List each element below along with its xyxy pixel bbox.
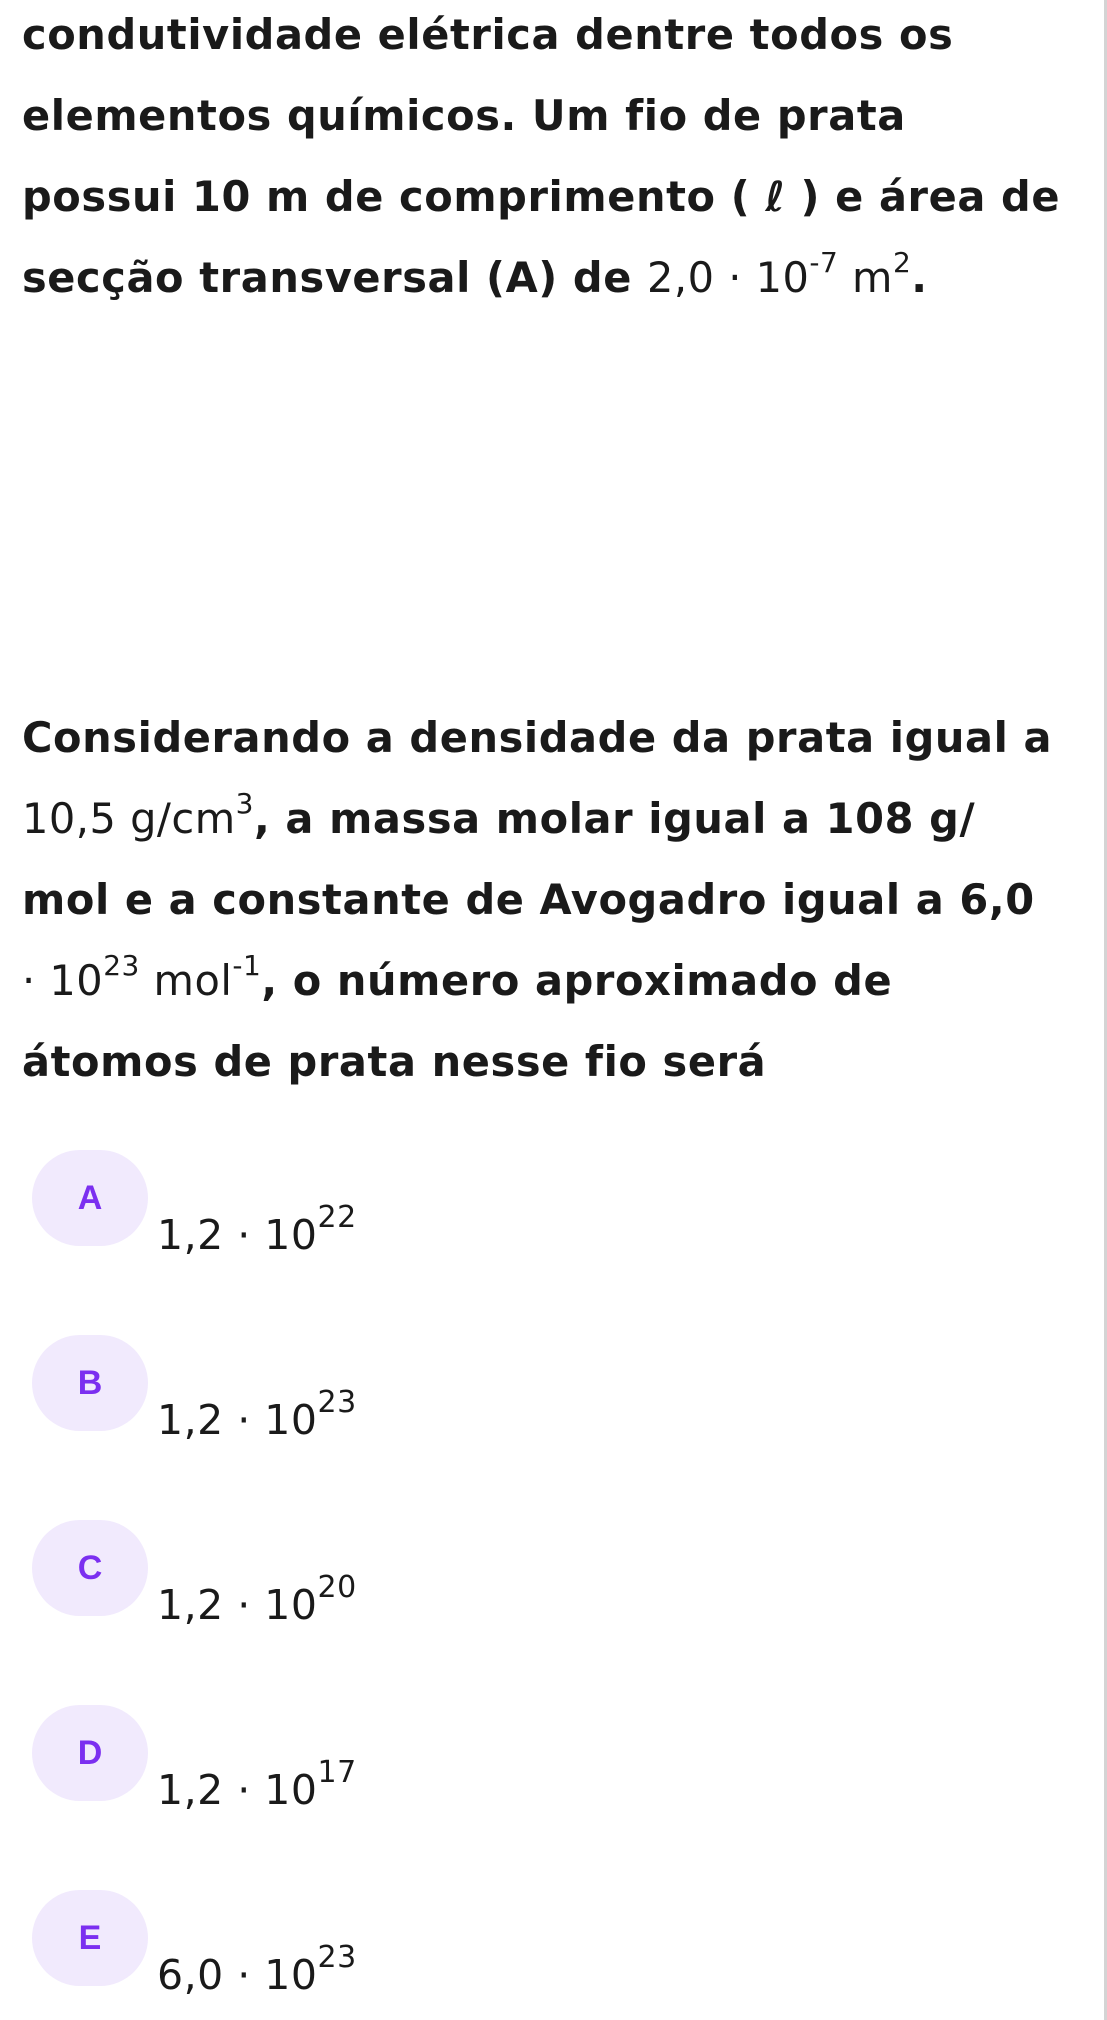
option-a[interactable] <box>32 1150 1072 1270</box>
question-line: elementos químicos. Um fio de prata <box>22 91 906 140</box>
question-line: átomos de prata nesse fio será <box>22 1037 767 1086</box>
avogadro-value: · $10^{23}$ mol$^{-1}$ <box>22 948 262 1005</box>
density-value: 10,5 $g/cm^3$ <box>22 786 254 843</box>
question-line: 10,5 $g/cm^3$, a massa molar igual a 108 g/ <box>22 786 976 843</box>
option-value: $1,2 \cdot 10^{17}$ <box>157 1754 357 1814</box>
option-letter-badge: C <box>32 1520 148 1616</box>
question-line: condutividade elétrica dentre todos os <box>22 10 954 59</box>
question-statement-part-2 <box>22 697 1087 1102</box>
question-statement-part-1 <box>22 0 1087 318</box>
option-letter-badge: E <box>32 1890 148 1986</box>
option-value: $1,2 \cdot 10^{20}$ <box>157 1569 357 1629</box>
option-e[interactable] <box>32 1890 1072 2010</box>
question-line: Considerando a densidade da prata igual a <box>22 713 1053 762</box>
option-letter-badge: A <box>32 1150 148 1246</box>
option-c[interactable] <box>32 1520 1072 1640</box>
option-letter-badge: B <box>32 1335 148 1431</box>
question-line: mol e a constante de Avogadro igual a 6,0 <box>22 875 1035 924</box>
question-line: secção transversal (A) de $2,0 \cdot 10^{-7}$ $m^2$. <box>22 245 928 302</box>
question-line: · $10^{23}$ mol$^{-1}$, o número aproximado de <box>22 948 893 1005</box>
option-value: $1,2 \cdot 10^{23}$ <box>157 1384 357 1444</box>
area-value: $2,0 \cdot 10^{-7}$ $m^2$ <box>647 245 912 302</box>
option-letter-badge: D <box>32 1705 148 1801</box>
question-line: possui 10 m de comprimento ( ℓ ) e área de <box>22 172 1061 221</box>
option-b[interactable] <box>32 1335 1072 1455</box>
option-value: $1,2 \cdot 10^{22}$ <box>157 1199 357 1259</box>
option-value: $6,0 \cdot 10^{23}$ <box>157 1939 357 1999</box>
option-d[interactable] <box>32 1705 1072 1825</box>
